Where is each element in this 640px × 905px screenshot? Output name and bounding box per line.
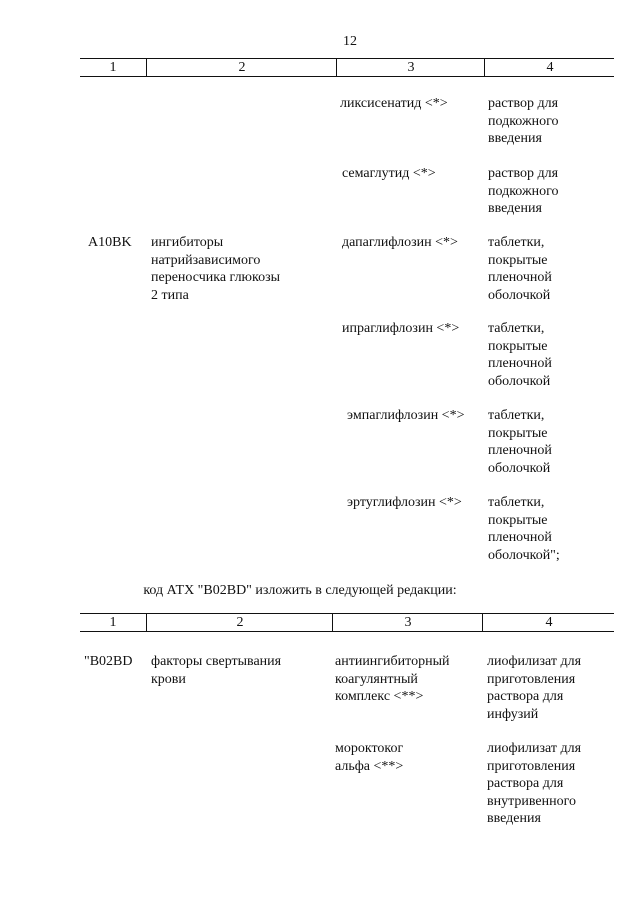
table1-header-col2: 2 [146, 59, 337, 76]
table1-row2-drug: семаглутид <*> [342, 166, 436, 181]
table1-row1-form: раствор для подкожного введения [488, 96, 559, 146]
table1-row3-form: таблетки, покрытые пленочной оболочкой [488, 235, 552, 303]
table2-header-row [80, 613, 614, 632]
table1-row4-form: таблетки, покрытые пленочной оболочкой [488, 321, 552, 389]
table2-header-col3: 3 [332, 614, 483, 631]
table2-row2-form: лиофилизат для приготовления раствора для внутривенного введения [487, 741, 582, 826]
page-number: 12 [343, 34, 357, 49]
table2-header-col2: 2 [146, 614, 333, 631]
table1-header-col4: 4 [484, 59, 615, 76]
table1-row3-atc: A10BK [88, 235, 132, 250]
table1-row3-group: ингибиторы натрийзависимого переносчика глюкозы 2 типа [151, 235, 281, 303]
instruction-text: код АТХ "B02BD" изложить в следующей редакции: [143, 583, 457, 598]
table1-row6-drug: эртуглифлозин <*> [347, 495, 462, 510]
table1-row2-form: раствор для подкожного введения [488, 166, 559, 216]
table1-row5-drug: эмпаглифлозин <*> [347, 408, 465, 423]
table1-header-row [80, 58, 614, 77]
table2-row1-atc: "B02BD [84, 654, 133, 669]
table2-header-col4: 4 [482, 614, 615, 631]
table2-row2-drug: мороктоког альфа <**> [335, 741, 404, 774]
table2-header-col1: 1 [109, 615, 117, 630]
table1-header-col1: 1 [109, 60, 117, 75]
table1-row4-drug: ипраглифлозин <*> [342, 321, 460, 336]
table1-row1-drug: ликсисенатид <*> [340, 96, 448, 111]
table2-row1-form: лиофилизат для приготовления раствора для инфузий [487, 654, 582, 722]
table1-header-col3: 3 [336, 59, 485, 76]
table2-row1-drug: антиингибиторный коагулянтный комплекс <**> [335, 654, 450, 704]
table2-row1-group: факторы свертывания крови [151, 654, 282, 687]
table1-row6-form: таблетки, покрытые пленочной оболочкой"; [488, 495, 560, 563]
table1-row5-form: таблетки, покрытые пленочной оболочкой [488, 408, 552, 476]
table1-row3-drug: дапаглифлозин <*> [342, 235, 458, 250]
